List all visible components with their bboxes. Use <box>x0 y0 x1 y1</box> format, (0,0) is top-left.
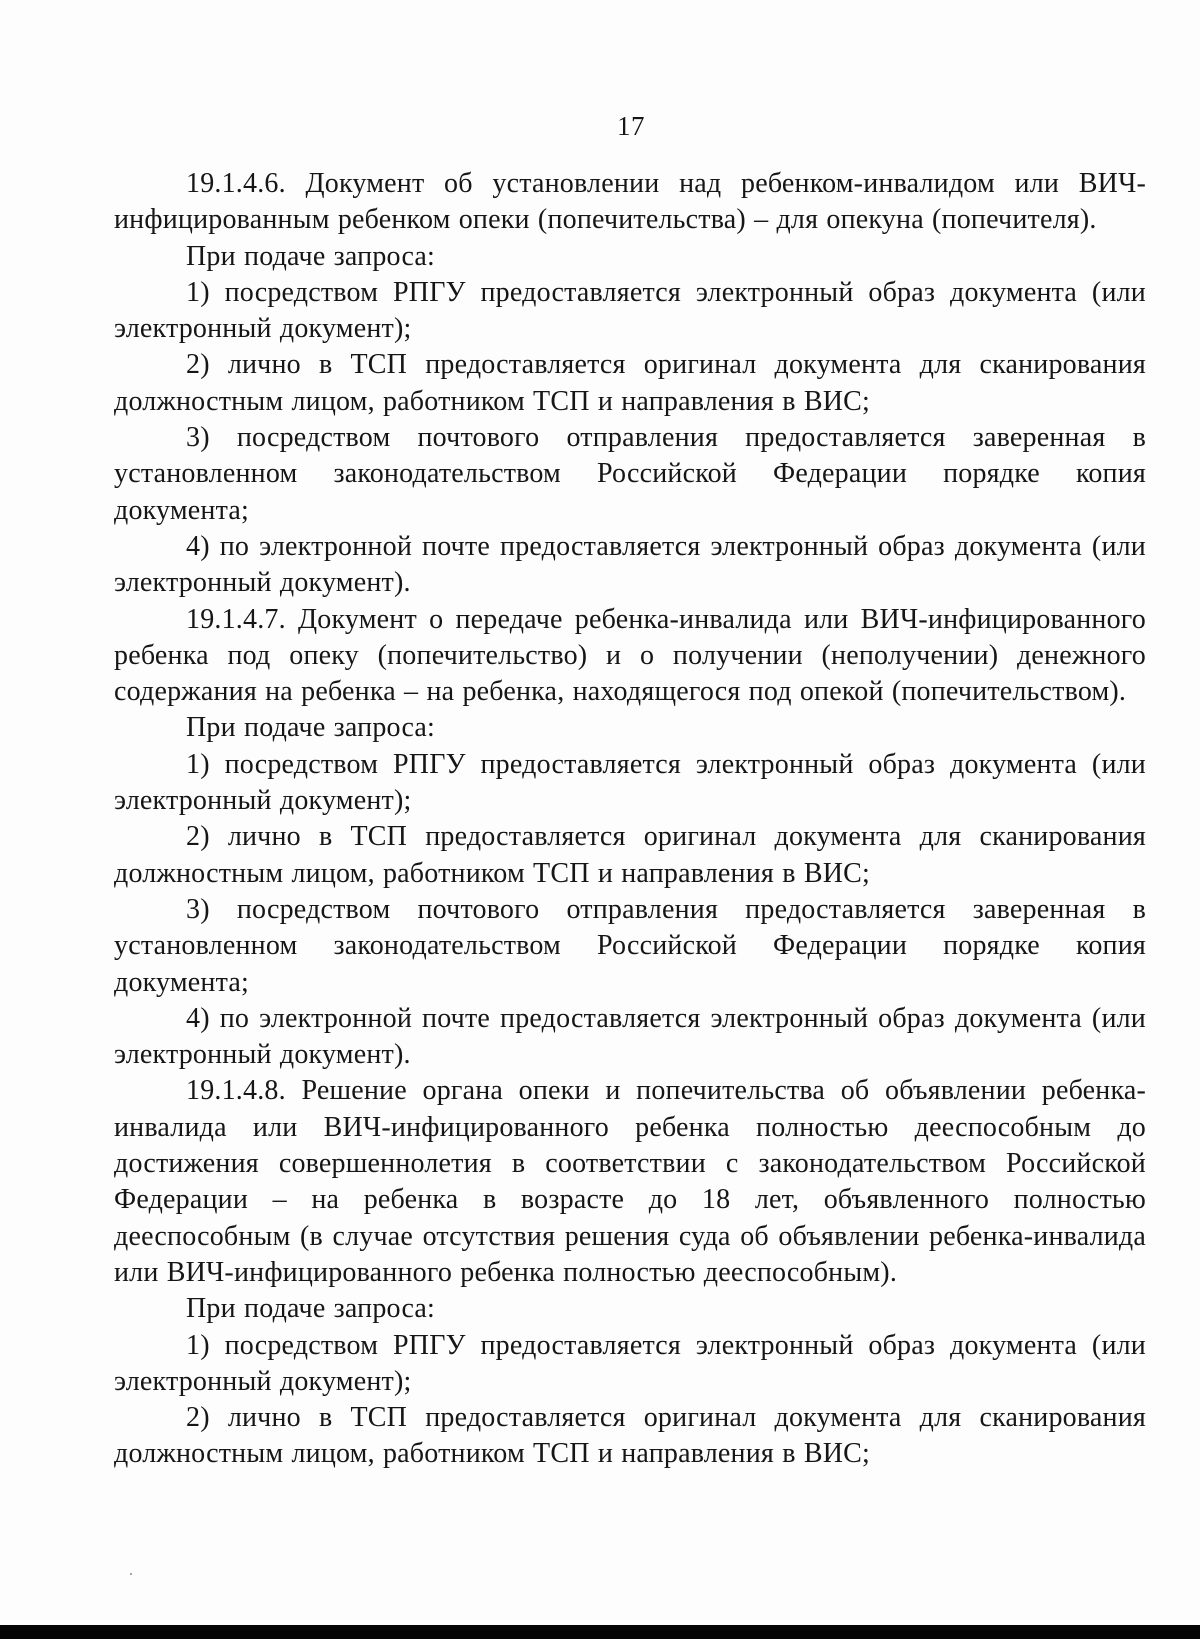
page-number: 17 <box>617 111 645 141</box>
list-item: 4) по электронной почте предоставляется электронный образ документа (или электронный документ). <box>114 1002 1146 1071</box>
list-item: 2) лично в ТСП предоставляется оригинал документа для сканирования должностным лицом, работником ТСП и направления в ВИС; <box>114 1402 1146 1470</box>
scan-speck <box>130 1573 132 1575</box>
list-item: 2) лично в ТСП предоставляется оригинал документа для сканирования должностным лицом, работником ТСП и направления в ВИС; <box>114 821 1146 889</box>
list-item: 4) по электронной почте предоставляется электронный образ документа (или электронный документ). <box>114 530 1146 599</box>
document-body <box>114 166 1146 1473</box>
list-item: 1) посредством РПГУ предоставляется электронный образ документа (или электронный документ); <box>114 748 1146 817</box>
request-intro: При подаче запроса: <box>186 712 436 744</box>
list-item: 1) посредством РПГУ предоставляется электронный образ документа (или электронный документ); <box>114 1329 1146 1397</box>
request-intro: При подаче запроса: <box>186 1293 436 1325</box>
clause-19-1-4-6: 19.1.4.6. Документ об установлении над ребенком-инвалидом или ВИЧ-инфицированным ребенком опеки (попечительства) – для опекуна (попечителя). <box>114 168 1146 236</box>
list-item: 3) посредством почтового отправления предоставляется заверенная в установленном законодательством Российской Федерации порядке копия документа; <box>114 893 1146 998</box>
clause-19-1-4-7: 19.1.4.7. Документ о передаче ребенка-инвалида или ВИЧ-инфицированного ребенка под опеку (попечительство) и о получении (неполучении) денежного содержания на ребенка – на ребенка, находящегося под опекой (попечительством). <box>114 603 1146 708</box>
clause-19-1-4-8: 19.1.4.8. Решение органа опеки и попечительства об объявлении ребенка-инвалида или ВИЧ-инфицированного ребенка полностью дееспособным до достижения совершеннолетия в соответствии с законодательством Российской Федерации – на ребенка в возрасте до 18 лет, объявленного полностью дееспособным (в случае отсутствия решения суда об объявлении ребенка-инвалида или ВИЧ-инфицированного ребенка полностью дееспособным). <box>114 1075 1146 1288</box>
list-item: 2) лично в ТСП предоставляется оригинал документа для сканирования должностным лицом, работником ТСП и направления в ВИС; <box>114 349 1146 417</box>
request-intro: При подаче запроса: <box>186 240 436 272</box>
list-item: 3) посредством почтового отправления предоставляется заверенная в установленном законодательством Российской Федерации порядке копия документа; <box>114 422 1146 526</box>
scan-bottom-edge <box>0 1625 1200 1639</box>
list-item: 1) посредством РПГУ предоставляется электронный образ документа (или электронный документ); <box>114 276 1146 345</box>
